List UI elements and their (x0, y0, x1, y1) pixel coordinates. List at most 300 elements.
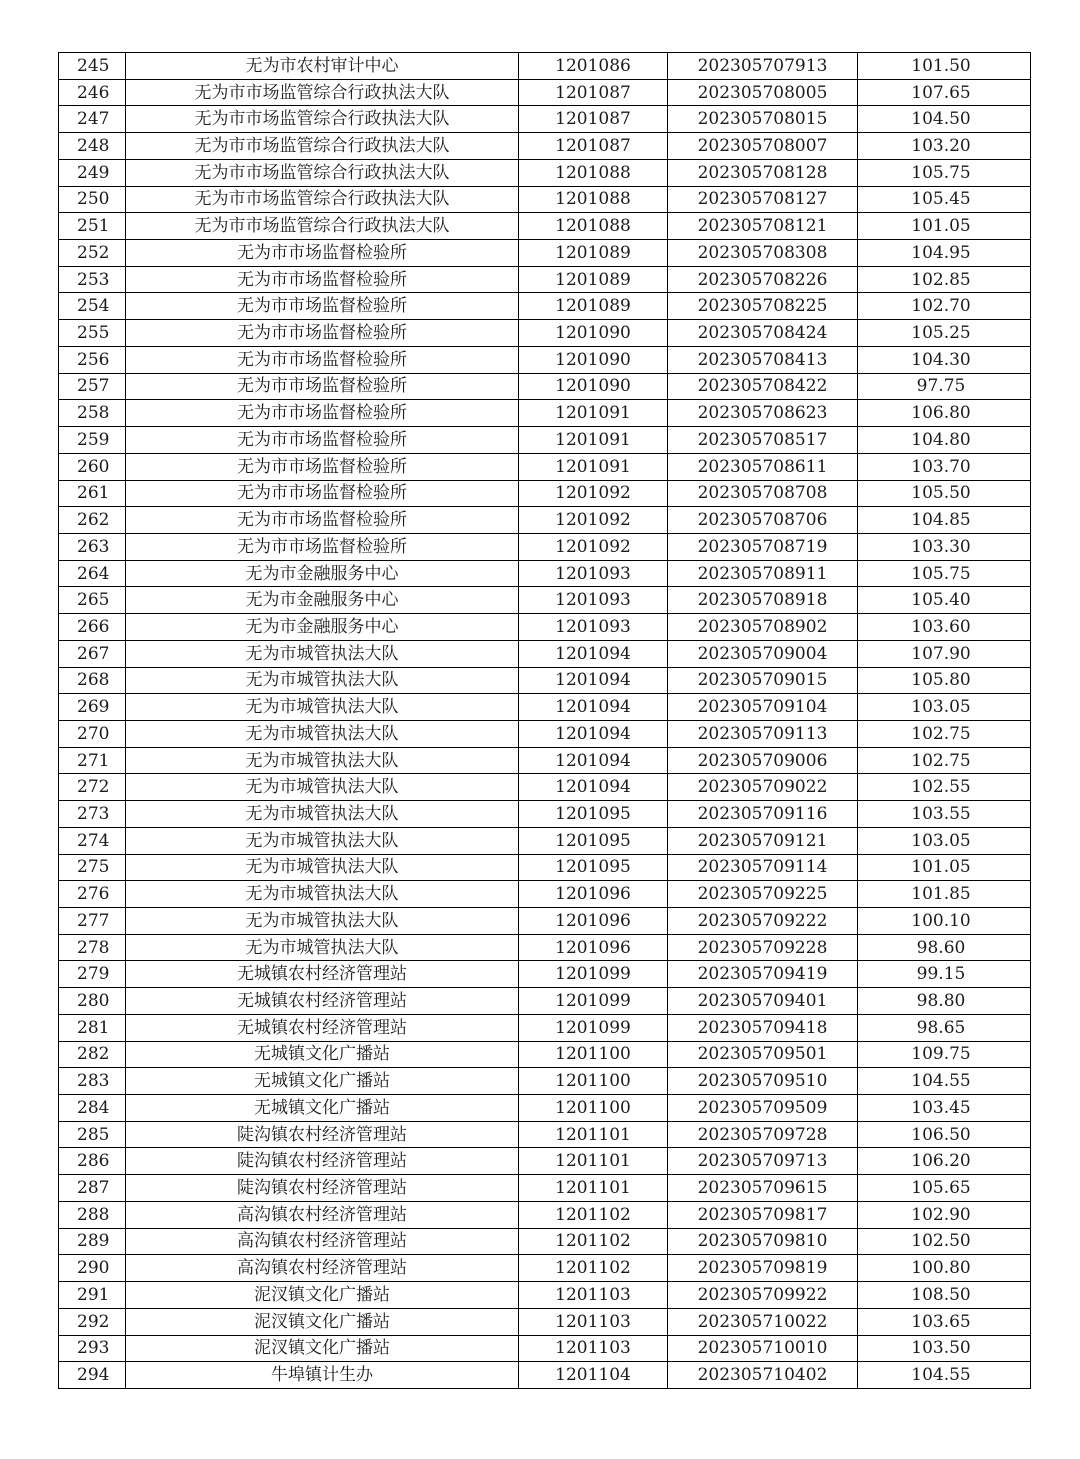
cell-ticket-number: 202305708623 (668, 400, 858, 427)
cell-score: 106.20 (858, 1148, 1031, 1175)
cell-serial-number: 260 (59, 453, 126, 480)
cell-ticket-number: 202305708422 (668, 373, 858, 400)
table-row (59, 827, 1031, 854)
cell-score: 101.05 (858, 854, 1031, 881)
cell-serial-number: 259 (59, 427, 126, 454)
cell-score: 109.75 (858, 1041, 1031, 1068)
cell-score: 106.50 (858, 1121, 1031, 1148)
cell-unit-name: 无为市市场监管综合行政执法大队 (126, 186, 519, 213)
cell-unit-name: 无城镇文化广播站 (126, 1041, 519, 1068)
cell-score: 105.40 (858, 587, 1031, 614)
cell-unit-name: 无为市市场监督检验所 (126, 320, 519, 347)
table-row (59, 1335, 1031, 1362)
cell-unit-name: 无为市市场监管综合行政执法大队 (126, 159, 519, 186)
cell-serial-number: 276 (59, 881, 126, 908)
cell-score: 103.05 (858, 827, 1031, 854)
cell-ticket-number: 202305708007 (668, 133, 858, 160)
cell-ticket-number: 202305709228 (668, 934, 858, 961)
cell-post-code: 1201090 (519, 373, 668, 400)
cell-unit-name: 无为市市场监管综合行政执法大队 (126, 213, 519, 240)
cell-score: 102.70 (858, 293, 1031, 320)
cell-serial-number: 252 (59, 240, 126, 267)
cell-unit-name: 无为市市场监管综合行政执法大队 (126, 133, 519, 160)
cell-serial-number: 291 (59, 1282, 126, 1309)
table-row (59, 934, 1031, 961)
cell-post-code: 1201093 (519, 587, 668, 614)
cell-serial-number: 267 (59, 640, 126, 667)
cell-post-code: 1201088 (519, 186, 668, 213)
cell-unit-name: 无城镇农村经济管理站 (126, 1014, 519, 1041)
cell-post-code: 1201103 (519, 1282, 668, 1309)
table-row (59, 801, 1031, 828)
cell-score: 105.65 (858, 1175, 1031, 1202)
cell-ticket-number: 202305709728 (668, 1121, 858, 1148)
cell-unit-name: 无城镇农村经济管理站 (126, 961, 519, 988)
table-row (59, 400, 1031, 427)
cell-ticket-number: 202305709006 (668, 747, 858, 774)
table-row (59, 480, 1031, 507)
table-row (59, 1201, 1031, 1228)
cell-post-code: 1201094 (519, 747, 668, 774)
cell-score: 102.85 (858, 266, 1031, 293)
cell-ticket-number: 202305709615 (668, 1175, 858, 1202)
table-row (59, 346, 1031, 373)
cell-post-code: 1201104 (519, 1362, 668, 1389)
cell-score: 105.25 (858, 320, 1031, 347)
cell-unit-name: 无为市市场监督检验所 (126, 373, 519, 400)
cell-serial-number: 294 (59, 1362, 126, 1389)
cell-serial-number: 266 (59, 614, 126, 641)
cell-unit-name: 无为市城管执法大队 (126, 694, 519, 721)
cell-serial-number: 262 (59, 507, 126, 534)
cell-serial-number: 256 (59, 346, 126, 373)
cell-serial-number: 273 (59, 801, 126, 828)
cell-post-code: 1201086 (519, 53, 668, 80)
cell-serial-number: 246 (59, 79, 126, 106)
cell-serial-number: 279 (59, 961, 126, 988)
table-row (59, 213, 1031, 240)
cell-ticket-number: 202305708015 (668, 106, 858, 133)
cell-post-code: 1201088 (519, 159, 668, 186)
cell-unit-name: 无为市市场监督检验所 (126, 240, 519, 267)
cell-post-code: 1201096 (519, 934, 668, 961)
cell-post-code: 1201094 (519, 640, 668, 667)
cell-serial-number: 287 (59, 1175, 126, 1202)
cell-ticket-number: 202305709419 (668, 961, 858, 988)
cell-post-code: 1201099 (519, 961, 668, 988)
cell-ticket-number: 202305709113 (668, 720, 858, 747)
cell-unit-name: 陡沟镇农村经济管理站 (126, 1121, 519, 1148)
cell-serial-number: 285 (59, 1121, 126, 1148)
cell-score: 104.85 (858, 507, 1031, 534)
cell-ticket-number: 202305709004 (668, 640, 858, 667)
cell-unit-name: 无为市市场监管综合行政执法大队 (126, 106, 519, 133)
cell-serial-number: 250 (59, 186, 126, 213)
cell-score: 100.10 (858, 908, 1031, 935)
cell-post-code: 1201099 (519, 1014, 668, 1041)
table-row (59, 1068, 1031, 1095)
cell-unit-name: 无为市金融服务中心 (126, 560, 519, 587)
cell-score: 103.20 (858, 133, 1031, 160)
table-row (59, 293, 1031, 320)
cell-unit-name: 无为市市场监督检验所 (126, 453, 519, 480)
cell-post-code: 1201094 (519, 667, 668, 694)
cell-serial-number: 245 (59, 53, 126, 80)
cell-score: 103.60 (858, 614, 1031, 641)
cell-unit-name: 无为市市场监管综合行政执法大队 (126, 79, 519, 106)
cell-post-code: 1201101 (519, 1121, 668, 1148)
table-row (59, 106, 1031, 133)
cell-score: 103.45 (858, 1095, 1031, 1122)
cell-unit-name: 无为市市场监督检验所 (126, 507, 519, 534)
cell-unit-name: 无为市金融服务中心 (126, 587, 519, 614)
cell-serial-number: 278 (59, 934, 126, 961)
cell-score: 99.15 (858, 961, 1031, 988)
cell-score: 105.75 (858, 560, 1031, 587)
table-row (59, 133, 1031, 160)
cell-score: 103.05 (858, 694, 1031, 721)
cell-serial-number: 277 (59, 908, 126, 935)
cell-ticket-number: 202305708121 (668, 213, 858, 240)
cell-ticket-number: 202305708706 (668, 507, 858, 534)
cell-unit-name: 无为市城管执法大队 (126, 747, 519, 774)
cell-ticket-number: 202305709418 (668, 1014, 858, 1041)
cell-ticket-number: 202305709104 (668, 694, 858, 721)
cell-serial-number: 257 (59, 373, 126, 400)
cell-unit-name: 高沟镇农村经济管理站 (126, 1255, 519, 1282)
table-row (59, 560, 1031, 587)
cell-score: 103.65 (858, 1308, 1031, 1335)
cell-score: 103.55 (858, 801, 1031, 828)
cell-ticket-number: 202305708719 (668, 533, 858, 560)
cell-unit-name: 无为市市场监督检验所 (126, 293, 519, 320)
table-row (59, 774, 1031, 801)
cell-post-code: 1201100 (519, 1041, 668, 1068)
cell-ticket-number: 202305709509 (668, 1095, 858, 1122)
cell-ticket-number: 202305708611 (668, 453, 858, 480)
table-row (59, 640, 1031, 667)
table-row (59, 1121, 1031, 1148)
cell-post-code: 1201102 (519, 1228, 668, 1255)
cell-score: 102.55 (858, 774, 1031, 801)
cell-score: 103.50 (858, 1335, 1031, 1362)
cell-post-code: 1201092 (519, 507, 668, 534)
cell-post-code: 1201096 (519, 881, 668, 908)
cell-unit-name: 无为市市场监督检验所 (126, 266, 519, 293)
table-row (59, 747, 1031, 774)
cell-score: 104.95 (858, 240, 1031, 267)
cell-post-code: 1201090 (519, 346, 668, 373)
cell-score: 102.90 (858, 1201, 1031, 1228)
cell-ticket-number: 202305708424 (668, 320, 858, 347)
cell-unit-name: 无为市城管执法大队 (126, 827, 519, 854)
cell-score: 102.50 (858, 1228, 1031, 1255)
table-row (59, 587, 1031, 614)
table-row (59, 854, 1031, 881)
cell-post-code: 1201092 (519, 533, 668, 560)
cell-serial-number: 254 (59, 293, 126, 320)
table-row (59, 1148, 1031, 1175)
table-row (59, 1095, 1031, 1122)
cell-serial-number: 251 (59, 213, 126, 240)
cell-unit-name: 无为市城管执法大队 (126, 640, 519, 667)
cell-ticket-number: 202305709922 (668, 1282, 858, 1309)
cell-post-code: 1201100 (519, 1095, 668, 1122)
cell-ticket-number: 202305708128 (668, 159, 858, 186)
cell-score: 104.55 (858, 1362, 1031, 1389)
cell-unit-name: 无城镇农村经济管理站 (126, 988, 519, 1015)
cell-post-code: 1201094 (519, 774, 668, 801)
cell-serial-number: 261 (59, 480, 126, 507)
cell-serial-number: 288 (59, 1201, 126, 1228)
table-row (59, 988, 1031, 1015)
cell-post-code: 1201095 (519, 827, 668, 854)
cell-post-code: 1201091 (519, 400, 668, 427)
cell-ticket-number: 202305709121 (668, 827, 858, 854)
cell-score: 98.60 (858, 934, 1031, 961)
cell-unit-name: 无为市城管执法大队 (126, 801, 519, 828)
cell-ticket-number: 202305708902 (668, 614, 858, 641)
cell-score: 106.80 (858, 400, 1031, 427)
cell-ticket-number: 202305709225 (668, 881, 858, 908)
cell-score: 98.80 (858, 988, 1031, 1015)
cell-score: 108.50 (858, 1282, 1031, 1309)
table-row (59, 1014, 1031, 1041)
cell-post-code: 1201100 (519, 1068, 668, 1095)
cell-unit-name: 无为市市场监督检验所 (126, 533, 519, 560)
cell-unit-name: 无为市金融服务中心 (126, 614, 519, 641)
cell-post-code: 1201093 (519, 560, 668, 587)
cell-unit-name: 泥汊镇文化广播站 (126, 1308, 519, 1335)
cell-post-code: 1201095 (519, 854, 668, 881)
cell-post-code: 1201091 (519, 427, 668, 454)
cell-unit-name: 无为市城管执法大队 (126, 774, 519, 801)
cell-ticket-number: 202305708225 (668, 293, 858, 320)
cell-ticket-number: 202305709819 (668, 1255, 858, 1282)
cell-unit-name: 高沟镇农村经济管理站 (126, 1228, 519, 1255)
cell-post-code: 1201099 (519, 988, 668, 1015)
cell-score: 102.75 (858, 747, 1031, 774)
cell-ticket-number: 202305708413 (668, 346, 858, 373)
cell-ticket-number: 202305709116 (668, 801, 858, 828)
cell-unit-name: 无为市市场监督检验所 (126, 400, 519, 427)
table-row (59, 159, 1031, 186)
cell-score: 105.80 (858, 667, 1031, 694)
cell-unit-name: 陡沟镇农村经济管理站 (126, 1175, 519, 1202)
table-row (59, 1255, 1031, 1282)
cell-unit-name: 高沟镇农村经济管理站 (126, 1201, 519, 1228)
cell-score: 97.75 (858, 373, 1031, 400)
cell-post-code: 1201094 (519, 720, 668, 747)
cell-post-code: 1201101 (519, 1148, 668, 1175)
table-row (59, 266, 1031, 293)
table-row (59, 79, 1031, 106)
cell-unit-name: 无为市市场监督检验所 (126, 346, 519, 373)
table-row (59, 533, 1031, 560)
cell-serial-number: 275 (59, 854, 126, 881)
table-row (59, 320, 1031, 347)
cell-post-code: 1201089 (519, 266, 668, 293)
cell-post-code: 1201093 (519, 614, 668, 641)
cell-ticket-number: 202305709022 (668, 774, 858, 801)
cell-unit-name: 无为市城管执法大队 (126, 908, 519, 935)
cell-post-code: 1201103 (519, 1335, 668, 1362)
cell-serial-number: 249 (59, 159, 126, 186)
cell-score: 101.05 (858, 213, 1031, 240)
cell-score: 103.30 (858, 533, 1031, 560)
cell-ticket-number: 202305709510 (668, 1068, 858, 1095)
cell-unit-name: 无城镇文化广播站 (126, 1068, 519, 1095)
table-row (59, 1308, 1031, 1335)
cell-ticket-number: 202305708127 (668, 186, 858, 213)
cell-ticket-number: 202305708308 (668, 240, 858, 267)
cell-score: 104.80 (858, 427, 1031, 454)
table-row (59, 720, 1031, 747)
cell-score: 103.70 (858, 453, 1031, 480)
cell-post-code: 1201088 (519, 213, 668, 240)
cell-post-code: 1201089 (519, 293, 668, 320)
results-table-body (59, 53, 1031, 1389)
cell-post-code: 1201102 (519, 1255, 668, 1282)
cell-serial-number: 247 (59, 106, 126, 133)
cell-score: 101.85 (858, 881, 1031, 908)
table-row (59, 881, 1031, 908)
cell-score: 104.55 (858, 1068, 1031, 1095)
cell-post-code: 1201095 (519, 801, 668, 828)
cell-ticket-number: 202305709222 (668, 908, 858, 935)
cell-ticket-number: 202305710010 (668, 1335, 858, 1362)
table-row (59, 53, 1031, 80)
cell-post-code: 1201094 (519, 694, 668, 721)
cell-serial-number: 264 (59, 560, 126, 587)
cell-serial-number: 270 (59, 720, 126, 747)
cell-post-code: 1201092 (519, 480, 668, 507)
cell-ticket-number: 202305709501 (668, 1041, 858, 1068)
cell-unit-name: 泥汊镇文化广播站 (126, 1282, 519, 1309)
cell-post-code: 1201087 (519, 133, 668, 160)
table-row (59, 186, 1031, 213)
table-row (59, 908, 1031, 935)
cell-serial-number: 272 (59, 774, 126, 801)
cell-serial-number: 280 (59, 988, 126, 1015)
cell-ticket-number: 202305710022 (668, 1308, 858, 1335)
cell-unit-name: 无为市城管执法大队 (126, 667, 519, 694)
cell-post-code: 1201090 (519, 320, 668, 347)
table-row (59, 961, 1031, 988)
cell-score: 98.65 (858, 1014, 1031, 1041)
cell-unit-name: 无为市市场监督检验所 (126, 427, 519, 454)
cell-ticket-number: 202305707913 (668, 53, 858, 80)
table-row (59, 373, 1031, 400)
cell-score: 105.50 (858, 480, 1031, 507)
cell-ticket-number: 202305710402 (668, 1362, 858, 1389)
cell-score: 104.50 (858, 106, 1031, 133)
cell-post-code: 1201096 (519, 908, 668, 935)
table-row (59, 453, 1031, 480)
cell-serial-number: 292 (59, 1308, 126, 1335)
cell-score: 100.80 (858, 1255, 1031, 1282)
cell-ticket-number: 202305709817 (668, 1201, 858, 1228)
cell-serial-number: 283 (59, 1068, 126, 1095)
cell-serial-number: 284 (59, 1095, 126, 1122)
cell-score: 105.45 (858, 186, 1031, 213)
cell-unit-name: 牛埠镇计生办 (126, 1362, 519, 1389)
cell-score: 107.65 (858, 79, 1031, 106)
table-row (59, 1282, 1031, 1309)
cell-post-code: 1201087 (519, 79, 668, 106)
table-row (59, 667, 1031, 694)
cell-post-code: 1201103 (519, 1308, 668, 1335)
cell-ticket-number: 202305708517 (668, 427, 858, 454)
table-row (59, 240, 1031, 267)
cell-unit-name: 无为市农村审计中心 (126, 53, 519, 80)
cell-unit-name: 无为市城管执法大队 (126, 720, 519, 747)
cell-serial-number: 265 (59, 587, 126, 614)
cell-post-code: 1201091 (519, 453, 668, 480)
cell-serial-number: 271 (59, 747, 126, 774)
cell-unit-name: 无为市城管执法大队 (126, 934, 519, 961)
cell-post-code: 1201102 (519, 1201, 668, 1228)
cell-ticket-number: 202305709713 (668, 1148, 858, 1175)
cell-serial-number: 268 (59, 667, 126, 694)
cell-ticket-number: 202305709015 (668, 667, 858, 694)
cell-score: 101.50 (858, 53, 1031, 80)
cell-ticket-number: 202305708226 (668, 266, 858, 293)
cell-serial-number: 289 (59, 1228, 126, 1255)
cell-post-code: 1201101 (519, 1175, 668, 1202)
cell-score: 105.75 (858, 159, 1031, 186)
table-row (59, 427, 1031, 454)
cell-serial-number: 269 (59, 694, 126, 721)
cell-serial-number: 258 (59, 400, 126, 427)
cell-serial-number: 248 (59, 133, 126, 160)
cell-ticket-number: 202305708918 (668, 587, 858, 614)
cell-ticket-number: 202305709114 (668, 854, 858, 881)
cell-post-code: 1201087 (519, 106, 668, 133)
cell-unit-name: 无为市城管执法大队 (126, 881, 519, 908)
cell-serial-number: 290 (59, 1255, 126, 1282)
cell-score: 102.75 (858, 720, 1031, 747)
table-row (59, 614, 1031, 641)
cell-serial-number: 293 (59, 1335, 126, 1362)
cell-serial-number: 282 (59, 1041, 126, 1068)
results-table (58, 52, 1031, 1389)
cell-serial-number: 281 (59, 1014, 126, 1041)
cell-serial-number: 274 (59, 827, 126, 854)
cell-unit-name: 无城镇文化广播站 (126, 1095, 519, 1122)
cell-serial-number: 263 (59, 533, 126, 560)
cell-score: 104.30 (858, 346, 1031, 373)
cell-ticket-number: 202305709401 (668, 988, 858, 1015)
cell-ticket-number: 202305709810 (668, 1228, 858, 1255)
cell-unit-name: 陡沟镇农村经济管理站 (126, 1148, 519, 1175)
table-row (59, 1362, 1031, 1389)
cell-unit-name: 无为市城管执法大队 (126, 854, 519, 881)
table-row (59, 1175, 1031, 1202)
cell-serial-number: 253 (59, 266, 126, 293)
table-row (59, 1228, 1031, 1255)
table-row (59, 1041, 1031, 1068)
cell-serial-number: 255 (59, 320, 126, 347)
cell-ticket-number: 202305708911 (668, 560, 858, 587)
cell-unit-name: 无为市市场监督检验所 (126, 480, 519, 507)
cell-score: 107.90 (858, 640, 1031, 667)
table-row (59, 507, 1031, 534)
cell-post-code: 1201089 (519, 240, 668, 267)
table-row (59, 694, 1031, 721)
cell-ticket-number: 202305708005 (668, 79, 858, 106)
cell-serial-number: 286 (59, 1148, 126, 1175)
